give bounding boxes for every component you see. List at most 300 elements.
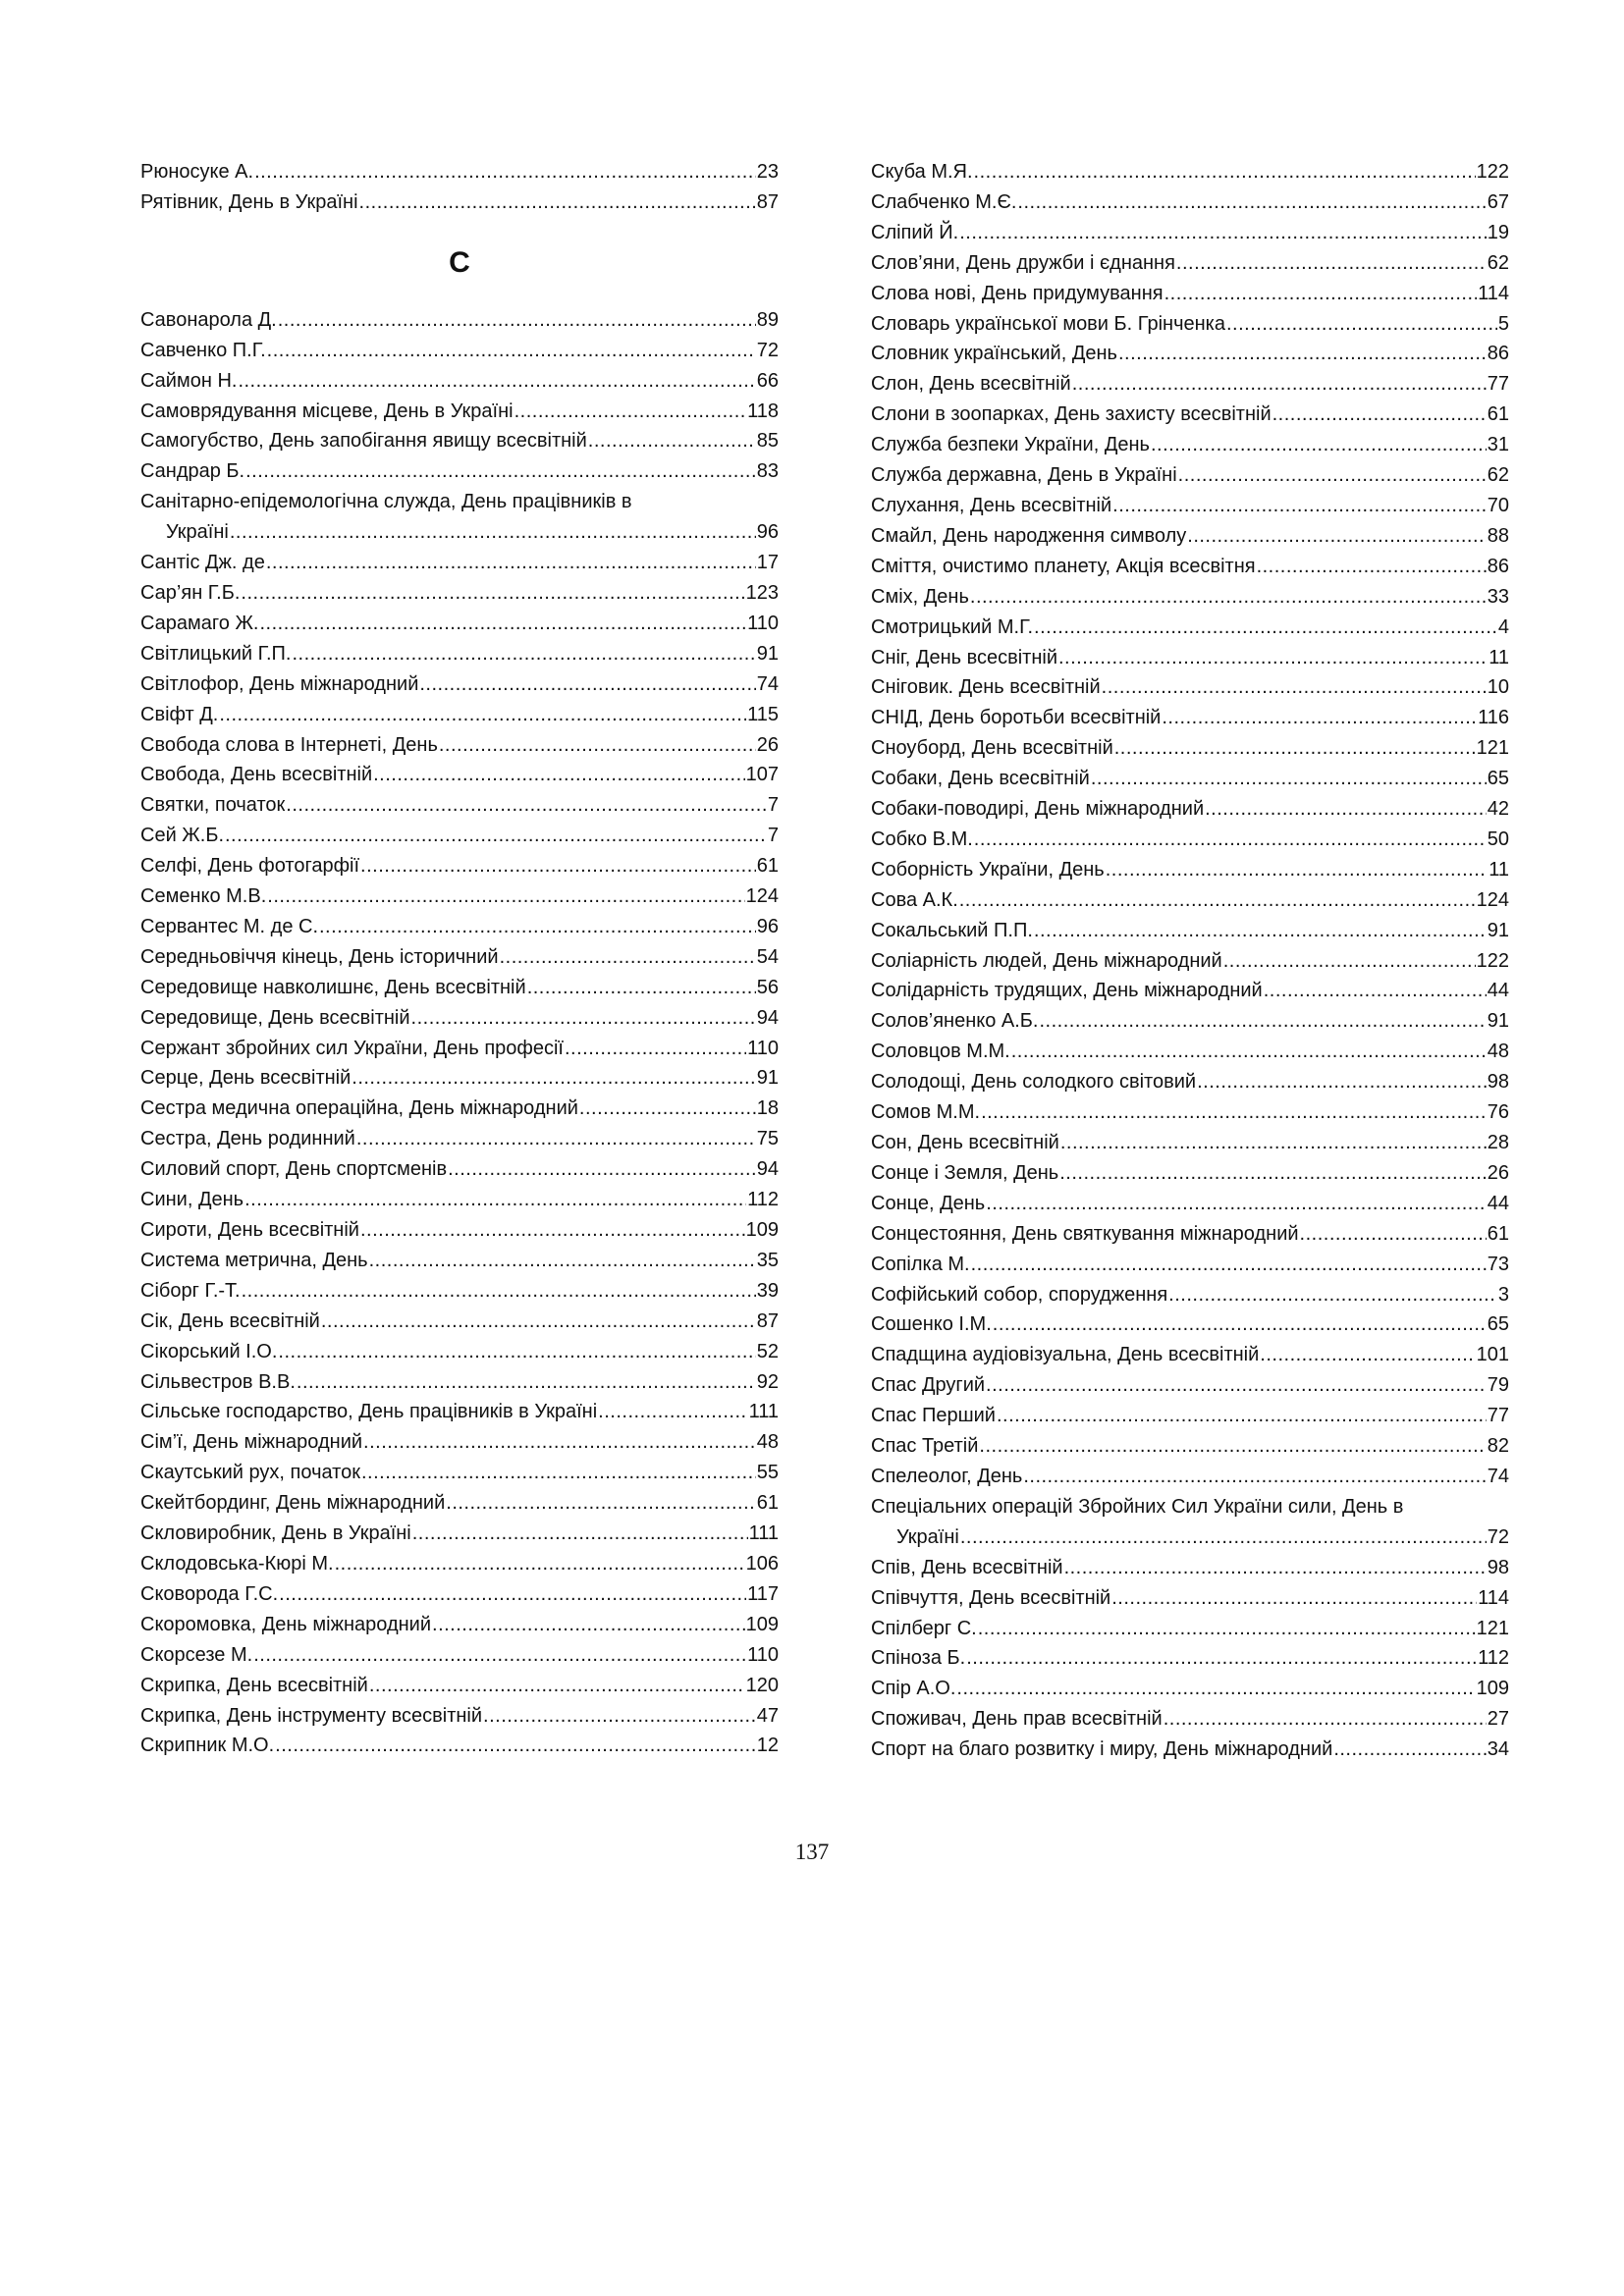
entry-page-number: 72 <box>1487 1525 1509 1548</box>
entry-page-number: 19 <box>1487 221 1509 243</box>
entry-term: Сошенко І.М. <box>871 1313 992 1336</box>
page-number: 137 <box>794 1840 830 1864</box>
index-entry <box>140 1003 779 1034</box>
entry-term: Савченко П.Г. <box>140 339 266 361</box>
entry-term: Собаки, День всесвітній <box>871 768 1090 790</box>
entry-page-number: 77 <box>1487 373 1509 396</box>
entry-page-number: 96 <box>756 915 779 937</box>
entry-page-number: 11 <box>1489 646 1509 668</box>
index-entry <box>140 1215 779 1246</box>
dot-leader <box>598 1397 747 1427</box>
dot-leader <box>1102 672 1487 703</box>
entry-term: Собко В.М. <box>871 828 973 850</box>
dot-leader <box>241 578 744 609</box>
entry-page-number: 124 <box>1476 888 1509 911</box>
index-entry <box>871 400 1509 430</box>
index-entry <box>140 1246 779 1276</box>
entry-term: Спір А.О. <box>871 1678 956 1700</box>
entry-term: Сандрар Б. <box>140 460 245 483</box>
index-entry <box>871 309 1509 340</box>
entry-group-before-heading <box>140 157 779 218</box>
entry-term: Склодовська-Кюрі М. <box>140 1552 334 1575</box>
index-entry <box>140 1519 779 1549</box>
index-entry <box>140 1731 779 1761</box>
entry-page-number: 121 <box>1476 737 1509 760</box>
index-entry <box>140 1276 779 1307</box>
entry-page-number: 112 <box>1478 1647 1509 1670</box>
entry-page-number: 91 <box>1487 919 1509 941</box>
entry-page-number: 87 <box>756 190 779 213</box>
dot-leader <box>253 1640 746 1671</box>
index-entry <box>871 460 1509 491</box>
dot-leader <box>1111 1583 1477 1614</box>
dot-leader <box>1164 279 1478 309</box>
entry-term: Семенко М.В. <box>140 885 267 908</box>
entry-term: Самогубство, День запобігання явищу всесвітній <box>140 430 587 453</box>
index-entry <box>140 1640 779 1671</box>
entry-page-number: 4 <box>1497 615 1509 638</box>
dot-leader <box>974 825 1487 855</box>
entry-page-number: 75 <box>756 1128 779 1150</box>
index-entry <box>871 916 1509 946</box>
entry-term: Серце, День всесвітній <box>140 1067 352 1090</box>
index-entry <box>871 1583 1509 1614</box>
entry-term: Сніг, День всесвітній <box>871 646 1057 668</box>
entry-term: Слова нові, День придумування <box>871 282 1164 304</box>
index-entry <box>140 1549 779 1579</box>
entry-term: Святки, початок <box>140 794 286 817</box>
entry-page-number: 110 <box>747 1643 779 1666</box>
dot-leader <box>1333 1735 1486 1765</box>
dot-leader <box>279 1579 746 1610</box>
entry-page-number: 17 <box>756 552 779 574</box>
entry-page-number: 48 <box>1487 1041 1509 1063</box>
index-entry <box>140 548 779 578</box>
dot-leader <box>1034 613 1497 643</box>
entry-page-number: 124 <box>745 885 779 908</box>
dot-leader <box>1197 1067 1487 1097</box>
entry-page-number: 65 <box>1487 1313 1509 1336</box>
entry-term: Сліпий Й. <box>871 221 959 243</box>
entry-term: Рюносуке А. <box>140 161 254 183</box>
dot-leader <box>500 942 756 973</box>
entry-page-number: 66 <box>756 369 779 392</box>
index-entry <box>140 1701 779 1732</box>
index-entry <box>140 730 779 761</box>
entry-page-number: 26 <box>756 733 779 756</box>
index-entry <box>140 821 779 851</box>
dot-leader <box>1226 309 1497 340</box>
index-entry <box>871 1067 1509 1097</box>
index-entry <box>140 851 779 881</box>
entry-page-number: 11 <box>1489 858 1509 881</box>
dot-leader <box>1064 1553 1487 1583</box>
entry-term: Скловиробник, День в Україні <box>140 1522 411 1545</box>
index-entry <box>140 973 779 1003</box>
dot-leader <box>1300 1219 1487 1250</box>
index-entry <box>871 946 1509 977</box>
dot-leader <box>1106 855 1489 885</box>
dot-leader <box>225 821 767 851</box>
entry-page-number: 56 <box>756 976 779 998</box>
entry-page-number: 31 <box>1487 434 1509 456</box>
dot-leader <box>363 1427 756 1458</box>
entry-page-number: 35 <box>756 1249 779 1271</box>
dot-leader <box>1034 916 1487 946</box>
entry-term: Солідарність трудящих, День міжнародний <box>871 980 1263 1002</box>
index-entry <box>140 305 779 336</box>
dot-leader <box>419 669 755 700</box>
dot-leader <box>1112 491 1487 521</box>
dot-leader <box>960 1522 1487 1553</box>
entry-term: Середньовіччя кінець, День історичний <box>140 945 499 968</box>
entry-page-number: 34 <box>1487 1738 1509 1761</box>
entry-term: Софійський собор, спорудження <box>871 1283 1168 1306</box>
entry-term: Саймон Н. <box>140 369 238 392</box>
entry-page-number: 114 <box>1478 1586 1509 1609</box>
entry-term: Співчуття, День всесвітній <box>871 1586 1111 1609</box>
entry-page-number: 52 <box>756 1340 779 1362</box>
dot-leader <box>319 912 756 942</box>
entry-page-number: 50 <box>1487 828 1509 850</box>
dot-leader <box>259 609 746 639</box>
entry-term: Скорсезе М. <box>140 1643 253 1666</box>
entry-term: Споживач, День прав всесвітній <box>871 1708 1163 1731</box>
entry-term: Сільвестров В.В. <box>140 1370 296 1393</box>
entry-page-number: 82 <box>1487 1435 1509 1458</box>
entry-page-number: 47 <box>756 1704 779 1727</box>
index-entry <box>140 426 779 456</box>
entry-page-number: 27 <box>1487 1708 1509 1731</box>
index-entry <box>871 1462 1509 1492</box>
entry-term: Сік, День всесвітній <box>140 1309 320 1332</box>
entry-page-number: 23 <box>756 161 779 183</box>
index-entry <box>140 366 779 397</box>
entry-term: Сніговик. День всесвітній <box>871 676 1101 699</box>
index-entry <box>140 578 779 609</box>
index-entry <box>871 157 1509 187</box>
entry-continuation-line <box>140 517 779 548</box>
entry-page-number: 33 <box>1487 585 1509 608</box>
index-entry <box>871 733 1509 764</box>
entry-page-number: 109 <box>745 1219 779 1241</box>
dot-leader <box>275 1731 756 1761</box>
index-entry <box>140 700 779 730</box>
entry-page-number: 116 <box>1478 707 1509 729</box>
dot-leader <box>1091 764 1487 794</box>
entry-term: Сопілка М. <box>871 1253 970 1275</box>
entry-page-number: 67 <box>1487 190 1509 213</box>
index-entry <box>140 1185 779 1215</box>
index-entry <box>871 1309 1509 1340</box>
entry-page-number: 7 <box>767 794 779 817</box>
entry-term: Сікорський І.О. <box>140 1340 278 1362</box>
entry-term: Сомов М.М. <box>871 1101 981 1124</box>
index-entry <box>871 218 1509 248</box>
index-entry <box>871 521 1509 552</box>
entry-page-number: 28 <box>1487 1132 1509 1153</box>
dot-leader <box>238 366 755 397</box>
entry-page-number: 106 <box>745 1552 779 1575</box>
dot-leader <box>514 397 747 427</box>
entry-term: СНІД, День боротьби всесвітній <box>871 707 1162 729</box>
dot-leader <box>970 582 1487 613</box>
index-entry <box>871 1158 1509 1189</box>
dot-leader <box>1118 339 1487 369</box>
index-entry <box>871 369 1509 400</box>
entry-term: Світлицький Г.П. <box>140 642 292 665</box>
entry-page-number: 74 <box>1487 1465 1509 1487</box>
entry-term: Сокальський П.П. <box>871 919 1033 941</box>
index-entry <box>871 613 1509 643</box>
entry-term: Смотрицький М.Г. <box>871 615 1034 638</box>
dot-leader <box>1040 1006 1487 1037</box>
entry-page-number: 39 <box>756 1279 779 1302</box>
entry-term: Смайл, День народження символу <box>871 524 1187 547</box>
entry-term: Спеціальних операцій Збройних Сил України сили, День в <box>871 1495 1404 1518</box>
index-entry <box>871 491 1509 521</box>
entry-term: Словник український, День <box>871 343 1117 365</box>
entry-term: Соборність України, День <box>871 858 1105 881</box>
entry-page-number: 91 <box>756 1067 779 1090</box>
index-entry <box>871 430 1509 460</box>
entry-page-number: 121 <box>1476 1617 1509 1639</box>
entry-term: Селфі, День фотогарфії <box>140 855 360 878</box>
entry-term: Санітарно-епідемологічна служда, День працівників в <box>140 491 632 513</box>
index-entry <box>871 672 1509 703</box>
entry-term: Солов’яненко А.Б. <box>871 1010 1039 1033</box>
dot-leader <box>448 1154 756 1185</box>
dot-leader <box>439 730 756 761</box>
index-entry <box>140 1367 779 1398</box>
index-entry <box>871 1614 1509 1644</box>
entry-term-continuation: Україні <box>896 1525 959 1548</box>
dot-leader <box>986 1370 1487 1401</box>
dot-leader <box>412 1519 748 1549</box>
dot-leader <box>527 973 756 1003</box>
dot-leader <box>993 1309 1487 1340</box>
entry-term: Сільське господарство, День працівників в Україні <box>140 1401 598 1423</box>
entry-term: Середовище навколишнє, День всесвітній <box>140 976 526 998</box>
entry-term: Система метрична, День <box>140 1249 368 1271</box>
index-entry <box>140 1337 779 1367</box>
index-entry <box>140 1094 779 1124</box>
index-entry <box>871 1401 1509 1431</box>
entry-page-number: 72 <box>756 339 779 361</box>
entry-term: Слов’яни, День дружби і єднання <box>871 251 1175 274</box>
dot-leader <box>1260 1340 1475 1370</box>
index-entry <box>871 1219 1509 1250</box>
entry-term: Словарь української мови Б. Грінченка <box>871 312 1225 335</box>
dot-leader <box>244 1185 746 1215</box>
index-entry <box>871 582 1509 613</box>
dot-leader <box>1205 794 1487 825</box>
dot-leader <box>1011 1037 1487 1067</box>
entry-term: Сей Ж.Б. <box>140 825 224 847</box>
entry-page-number: 86 <box>1487 343 1509 365</box>
entry-page-number: 42 <box>1487 798 1509 821</box>
index-column-right <box>871 157 1509 1765</box>
entry-term: Скрипка, День всесвітній <box>140 1674 368 1696</box>
index-entry <box>140 639 779 669</box>
dot-leader <box>369 1671 745 1701</box>
entry-term: Скрипка, День інструменту всесвітній <box>140 1704 483 1727</box>
index-entry <box>140 1307 779 1337</box>
letter-heading: С <box>449 245 470 279</box>
dot-leader <box>230 517 756 548</box>
entry-term: Соловцов М.М. <box>871 1041 1010 1063</box>
entry-page-number: 123 <box>745 581 779 604</box>
index-entry <box>871 1674 1509 1704</box>
dot-leader <box>1072 369 1487 400</box>
index-entry <box>871 1431 1509 1462</box>
dot-leader <box>588 426 756 456</box>
dot-leader <box>971 1250 1487 1280</box>
entry-term: Сервантес М. де С. <box>140 915 318 937</box>
entry-term: Сім’ї, День міжнародний <box>140 1431 363 1454</box>
entry-term: Сонце, День <box>871 1192 986 1214</box>
entry-term: Спас Перший <box>871 1405 996 1427</box>
entry-page-number: 86 <box>1487 555 1509 577</box>
entry-page-number: 87 <box>756 1309 779 1332</box>
index-entry <box>871 703 1509 733</box>
entry-term: Спілберг С. <box>871 1617 977 1639</box>
entry-page-number: 117 <box>747 1582 779 1605</box>
dot-leader <box>219 700 746 730</box>
entry-term: Сонце і Земля, День <box>871 1161 1059 1184</box>
entry-term: Сестра, День родинний <box>140 1128 355 1150</box>
entry-term: Савонарола Д. <box>140 308 277 331</box>
entry-page-number: 18 <box>756 1097 779 1120</box>
dot-leader <box>1223 946 1476 977</box>
entry-term: Сироти, День всесвітній <box>140 1219 359 1241</box>
dot-leader <box>356 1124 756 1154</box>
index-entry <box>871 825 1509 855</box>
index-entry <box>871 1735 1509 1765</box>
entry-page-number: 122 <box>1476 949 1509 972</box>
dot-leader <box>278 305 756 336</box>
dot-leader <box>956 1674 1475 1704</box>
entry-page-number: 94 <box>756 1006 779 1029</box>
index-entry <box>871 976 1509 1006</box>
index-entry <box>140 1458 779 1488</box>
dot-leader <box>361 1458 756 1488</box>
dot-leader <box>565 1034 746 1064</box>
entry-term: Скуба М.Я. <box>871 161 973 183</box>
index-entry <box>871 794 1509 825</box>
entry-page-number: 10 <box>1487 676 1509 699</box>
index-entry <box>140 1427 779 1458</box>
entry-page-number: 61 <box>756 1492 779 1515</box>
entry-term: Самоврядування місцеве, День в Україні <box>140 400 514 422</box>
dot-leader <box>267 881 744 912</box>
dot-leader <box>297 1367 756 1398</box>
index-entry <box>871 1340 1509 1370</box>
dot-leader <box>267 336 756 366</box>
entry-term: Солодощі, День солодкого світовий <box>871 1071 1197 1094</box>
dot-leader <box>432 1610 745 1640</box>
index-entry <box>140 790 779 821</box>
dot-leader <box>286 790 767 821</box>
entry-page-number: 61 <box>1487 1222 1509 1245</box>
entry-page-number: 122 <box>1476 161 1509 183</box>
entry-term: Спас Другий <box>871 1374 986 1397</box>
dot-leader <box>1272 400 1487 430</box>
entry-page-number: 79 <box>1487 1374 1509 1397</box>
index-column-left <box>140 157 779 1761</box>
dot-leader <box>1162 703 1477 733</box>
index-entry <box>140 942 779 973</box>
dot-leader <box>1164 1704 1487 1735</box>
entry-term: Сантіс Дж. де <box>140 552 265 574</box>
index-entry <box>871 1128 1509 1158</box>
dot-leader <box>278 1337 755 1367</box>
entry-page-number: 111 <box>748 1522 779 1545</box>
entry-term: Скаутський рух, початок <box>140 1462 360 1484</box>
index-entry <box>871 279 1509 309</box>
entry-page-number: 70 <box>1487 494 1509 516</box>
entry-page-number: 101 <box>1476 1344 1509 1366</box>
dot-leader <box>411 1003 756 1034</box>
dot-leader <box>242 1276 756 1307</box>
entry-page-number: 74 <box>756 672 779 695</box>
entry-term: Спіноза Б. <box>871 1647 966 1670</box>
entry-term-continuation: Україні <box>166 521 229 544</box>
dot-leader <box>292 639 755 669</box>
entry-term: Сміття, очистимо планету, Акція всесвітня <box>871 555 1256 577</box>
entry-page-number: 94 <box>756 1158 779 1181</box>
entry-page-number: 110 <box>747 612 779 634</box>
entry-page-number: 111 <box>748 1401 779 1423</box>
entry-term: Світлофор, День міжнародний <box>140 672 419 695</box>
index-entry <box>140 1124 779 1154</box>
index-entry <box>140 881 779 912</box>
entry-page-number: 92 <box>756 1370 779 1393</box>
entry-page-number: 96 <box>756 521 779 544</box>
index-entry <box>140 336 779 366</box>
entry-term: Сіборг Г.-Т. <box>140 1279 241 1302</box>
dot-leader <box>966 1643 1477 1674</box>
dot-leader <box>978 1614 1476 1644</box>
entry-term: Сини, День <box>140 1189 244 1211</box>
entry-term: Слони в зоопарках, День захисту всесвітній <box>871 403 1272 426</box>
entry-page-number: 3 <box>1497 1283 1509 1306</box>
index-entry <box>140 1610 779 1640</box>
entry-page-number: 61 <box>756 855 779 878</box>
entry-page-number: 91 <box>756 642 779 665</box>
entry-page-number: 26 <box>1487 1161 1509 1184</box>
dot-leader <box>1178 460 1487 491</box>
entry-term: Сноуборд, День всесвітній <box>871 737 1113 760</box>
index-entry <box>140 1063 779 1094</box>
index-entry <box>871 855 1509 885</box>
entry-term: Сон, День всесвітній <box>871 1132 1059 1153</box>
index-entry <box>871 339 1509 369</box>
dot-leader <box>266 548 756 578</box>
index-entry <box>140 157 779 187</box>
dot-leader <box>1058 643 1488 673</box>
entry-page-number: 7 <box>767 825 779 847</box>
dot-leader <box>335 1549 745 1579</box>
dot-leader <box>579 1094 756 1124</box>
index-entry <box>140 1154 779 1185</box>
index-entry <box>871 1189 1509 1219</box>
index-entry <box>140 669 779 700</box>
dot-leader <box>1257 552 1487 582</box>
entry-page-number: 61 <box>1487 403 1509 426</box>
index-entry <box>871 1643 1509 1674</box>
entry-term: Сестра медична операційна, День міжнародний <box>140 1097 578 1120</box>
